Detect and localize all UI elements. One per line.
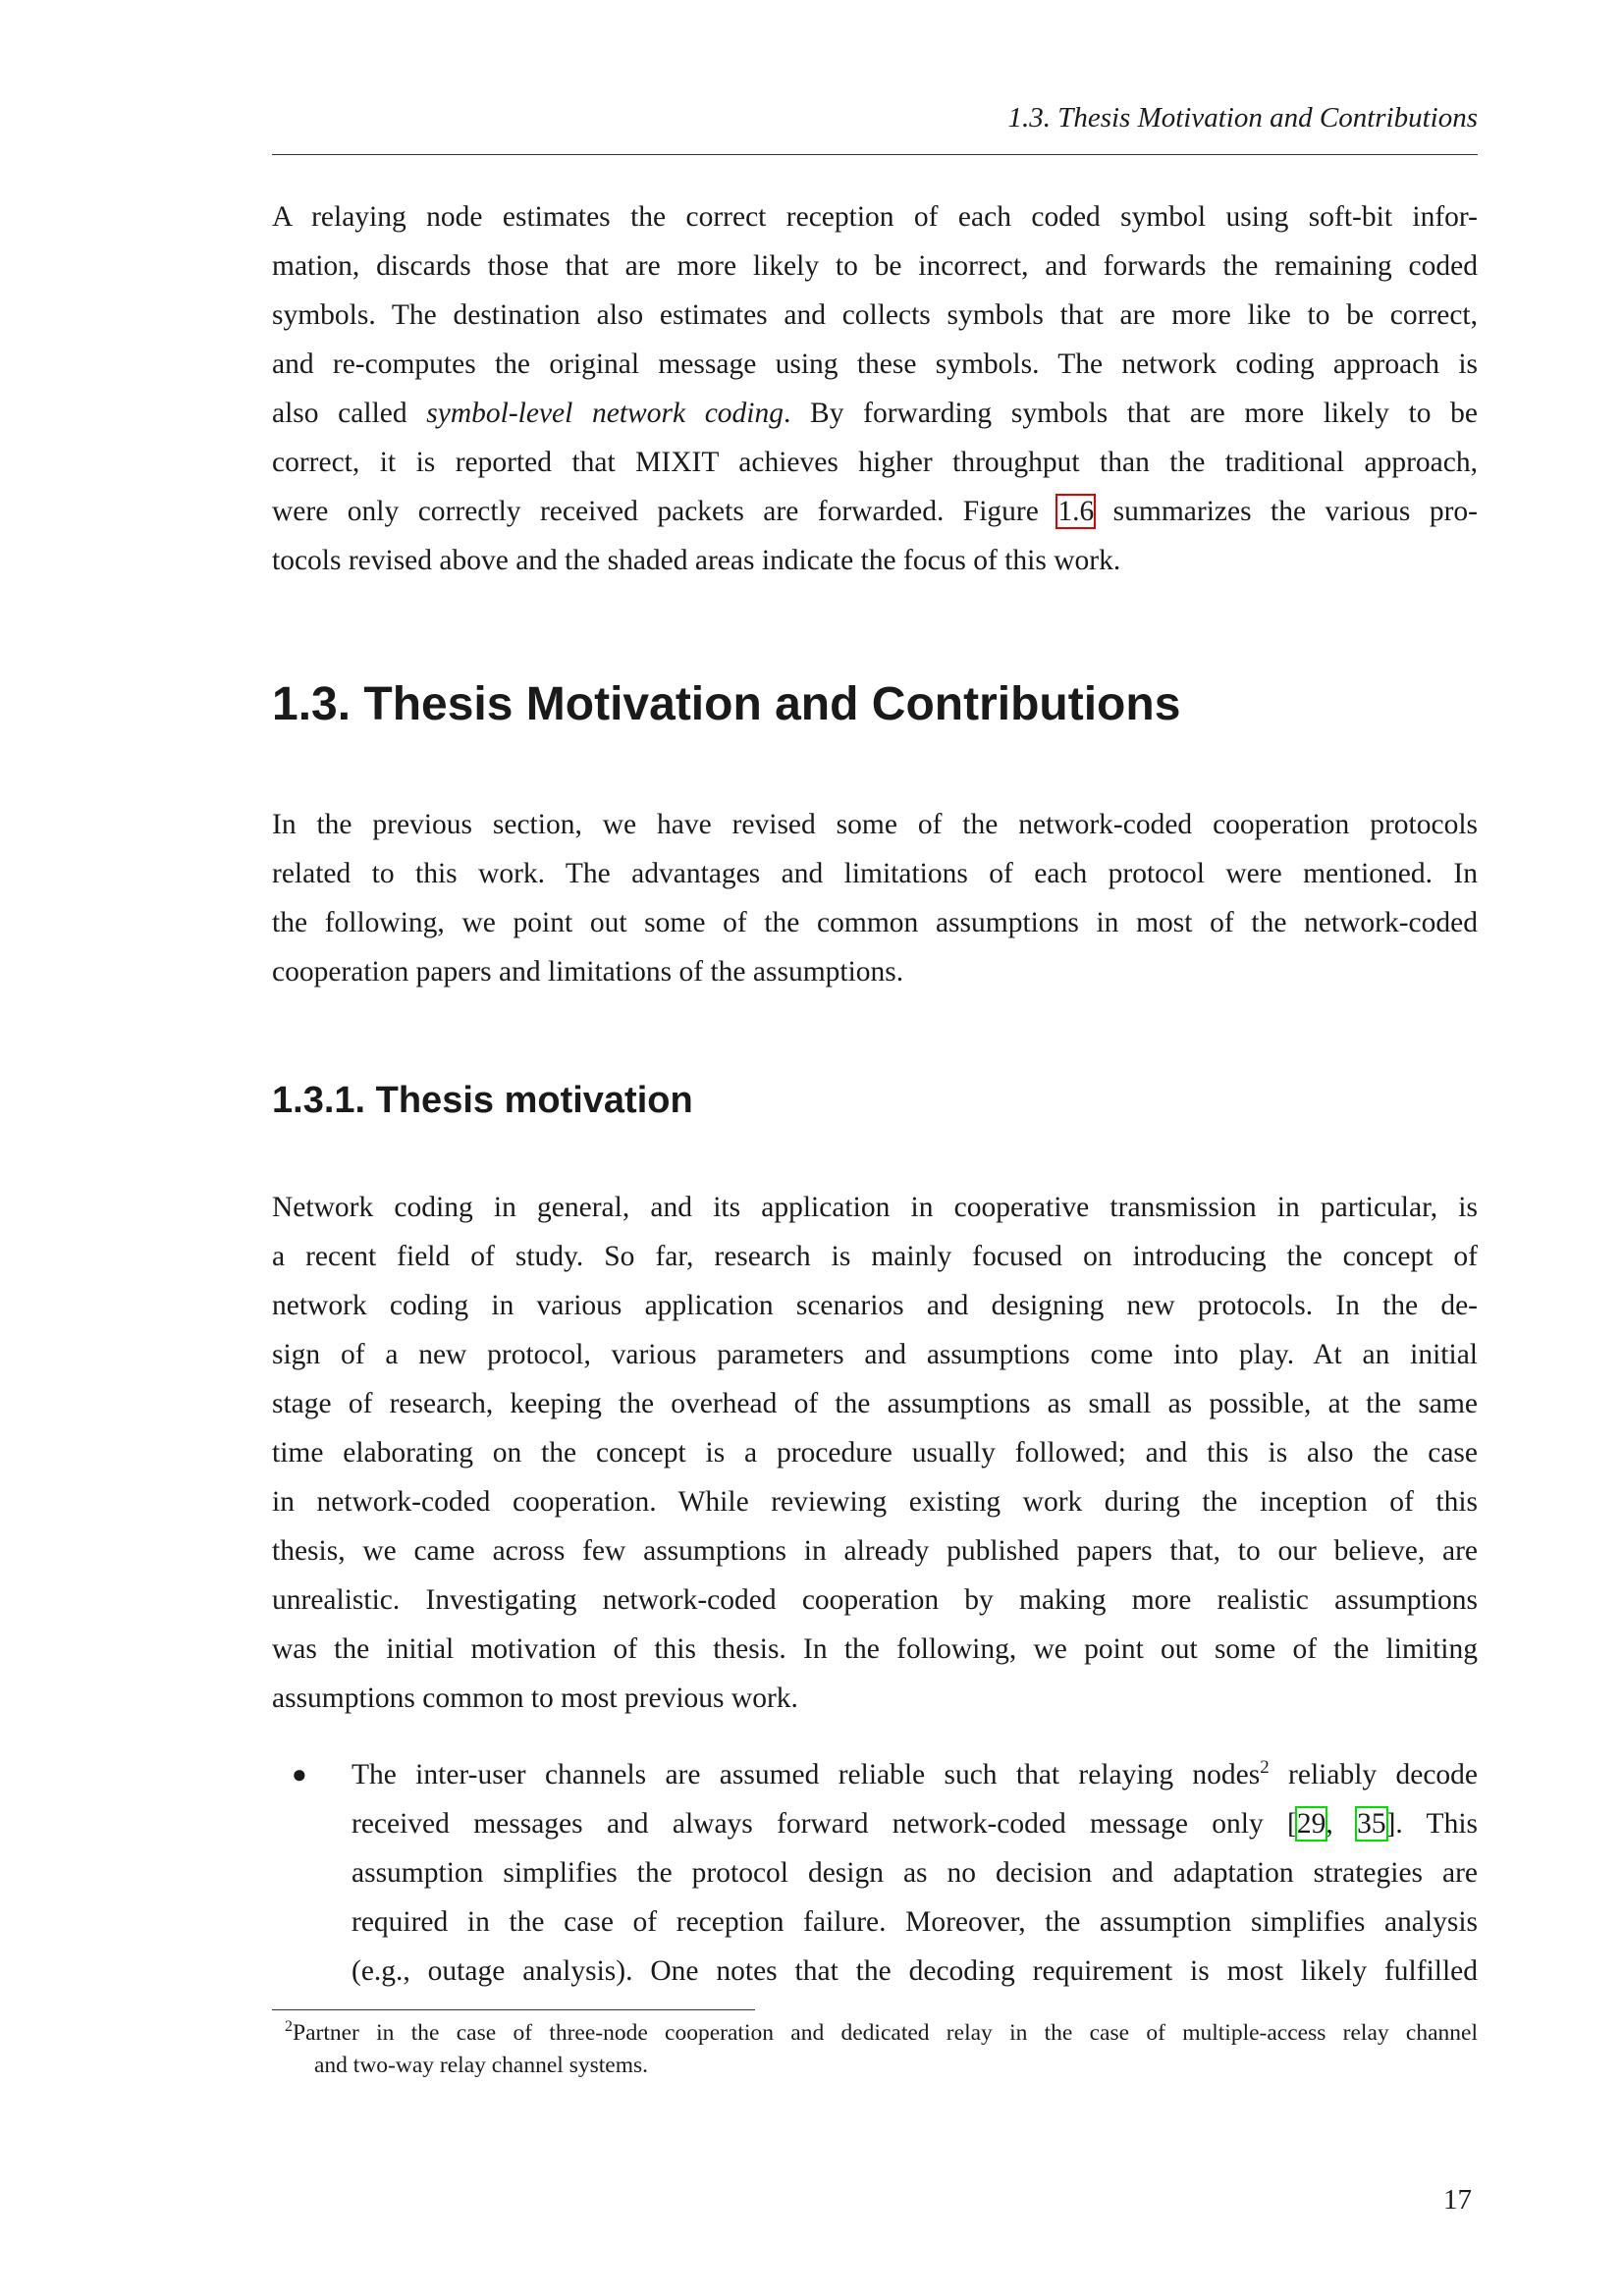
text-line: and re-computes the original message using these symbols. The network coding approach is	[272, 348, 1478, 380]
text: were only correctly received packets are forwarded. Figure	[272, 496, 1058, 527]
subsection-heading: 1.3.1. Thesis motivation	[272, 1080, 693, 1121]
text-line: cooperation papers and limitations of the assumptions.	[272, 956, 904, 988]
text-line: unrealistic. Investigating network-coded cooperation by making more realistic assumptions	[272, 1584, 1478, 1616]
text-line	[292, 1750, 1479, 1799]
text-line	[272, 389, 1478, 438]
text-line	[352, 1799, 1478, 1848]
text: The inter-user channels are assumed reliable such that relaying nodes	[352, 1759, 1261, 1790]
bullet-item	[272, 1750, 1478, 1996]
text-line: A relaying node estimates the correct reception of each coded symbol using soft-bit infor-	[272, 201, 1478, 233]
text-line: was the initial motivation of this thesis. In the following, we point out some of the limiting	[272, 1633, 1478, 1665]
paragraph-1	[272, 192, 1478, 585]
page-number: 17	[1443, 2184, 1472, 2216]
text: ,	[1325, 1808, 1358, 1840]
footnote-line: and two-way relay channel systems.	[314, 2053, 648, 2078]
text-line: thesis, we came across few assumptions in already published papers that, to our believe, are	[272, 1535, 1478, 1567]
footnote-rule	[272, 2009, 755, 2010]
text-line: Network coding in general, and its application in cooperative transmission in particular, is	[272, 1192, 1478, 1223]
text-line: required in the case of reception failure. Moreover, the assumption simplifies analysis	[352, 1906, 1478, 1938]
emphasis: symbol-level network coding	[426, 398, 784, 429]
citation-link[interactable]: 35	[1357, 1808, 1386, 1840]
citation-link[interactable]: 29	[1296, 1808, 1326, 1840]
text: received messages and always forward network-coded message only [	[352, 1808, 1297, 1840]
footnote	[285, 2017, 1478, 2082]
text-line: a recent field of study. So far, research is mainly focused on introducing the concept of	[272, 1241, 1478, 1272]
text-line: sign of a new protocol, various parameters and assumptions come into play. At an initial	[272, 1339, 1478, 1370]
text-line: tocols revised above and the shaded areas indicate the focus of this work.	[272, 545, 1121, 576]
text: summarizes the various pro-	[1094, 496, 1478, 527]
text-line: correct, it is reported that MIXIT achieves higher throughput than the traditional approach,	[272, 447, 1478, 478]
text: Partner in the case of three-node cooperation and dedicated relay in the case of multiple-access relay channel	[293, 2020, 1478, 2046]
bullet-icon: ●	[292, 1760, 307, 1789]
footnote-mark[interactable]: 2	[1260, 1757, 1270, 1779]
text-line: related to this work. The advantages and limitations of each protocol were mentioned. In	[272, 858, 1478, 889]
text-line	[272, 487, 1478, 536]
text-line: In the previous section, we have revised some of the network-coded cooperation protocols	[272, 809, 1478, 840]
text: reliably decode	[1269, 1759, 1479, 1790]
text-line: assumptions common to most previous work.	[272, 1682, 798, 1714]
text-line: mation, discards those that are more likely to be incorrect, and forwards the remaining coded	[272, 250, 1478, 282]
text: . By forwarding symbols that are more likely to be	[784, 398, 1478, 429]
text-line: stage of research, keeping the overhead of the assumptions as small as possible, at the same	[272, 1388, 1478, 1419]
text-line: symbols. The destination also estimates and collects symbols that are more like to be correct,	[272, 299, 1478, 331]
text: ]. This	[1385, 1808, 1479, 1840]
paragraph-2	[272, 800, 1478, 996]
running-header: 1.3. Thesis Motivation and Contributions	[1007, 102, 1478, 133]
text-line: (e.g., outage analysis). One notes that the decoding requirement is most likely fulfilled	[352, 1955, 1478, 1987]
section-heading: 1.3. Thesis Motivation and Contributions	[272, 678, 1181, 730]
text-line: the following, we point out some of the common assumptions in most of the network-coded	[272, 907, 1478, 938]
text-line: assumption simplifies the protocol design as no decision and adaptation strategies are	[352, 1857, 1478, 1889]
footnote-mark: 2	[285, 2018, 293, 2036]
footnote-line	[285, 2017, 1478, 2050]
paragraph-3	[272, 1183, 1478, 1723]
text-line: time elaborating on the concept is a procedure usually followed; and this is also the case	[272, 1437, 1478, 1468]
text: also called	[272, 398, 427, 429]
text-line: network coding in various application scenarios and designing new protocols. In the de-	[272, 1290, 1478, 1321]
text-line: in network-coded cooperation. While reviewing existing work during the inception of this	[272, 1486, 1478, 1518]
figure-ref-link[interactable]: 1.6	[1057, 496, 1095, 527]
header-rule	[272, 154, 1478, 155]
